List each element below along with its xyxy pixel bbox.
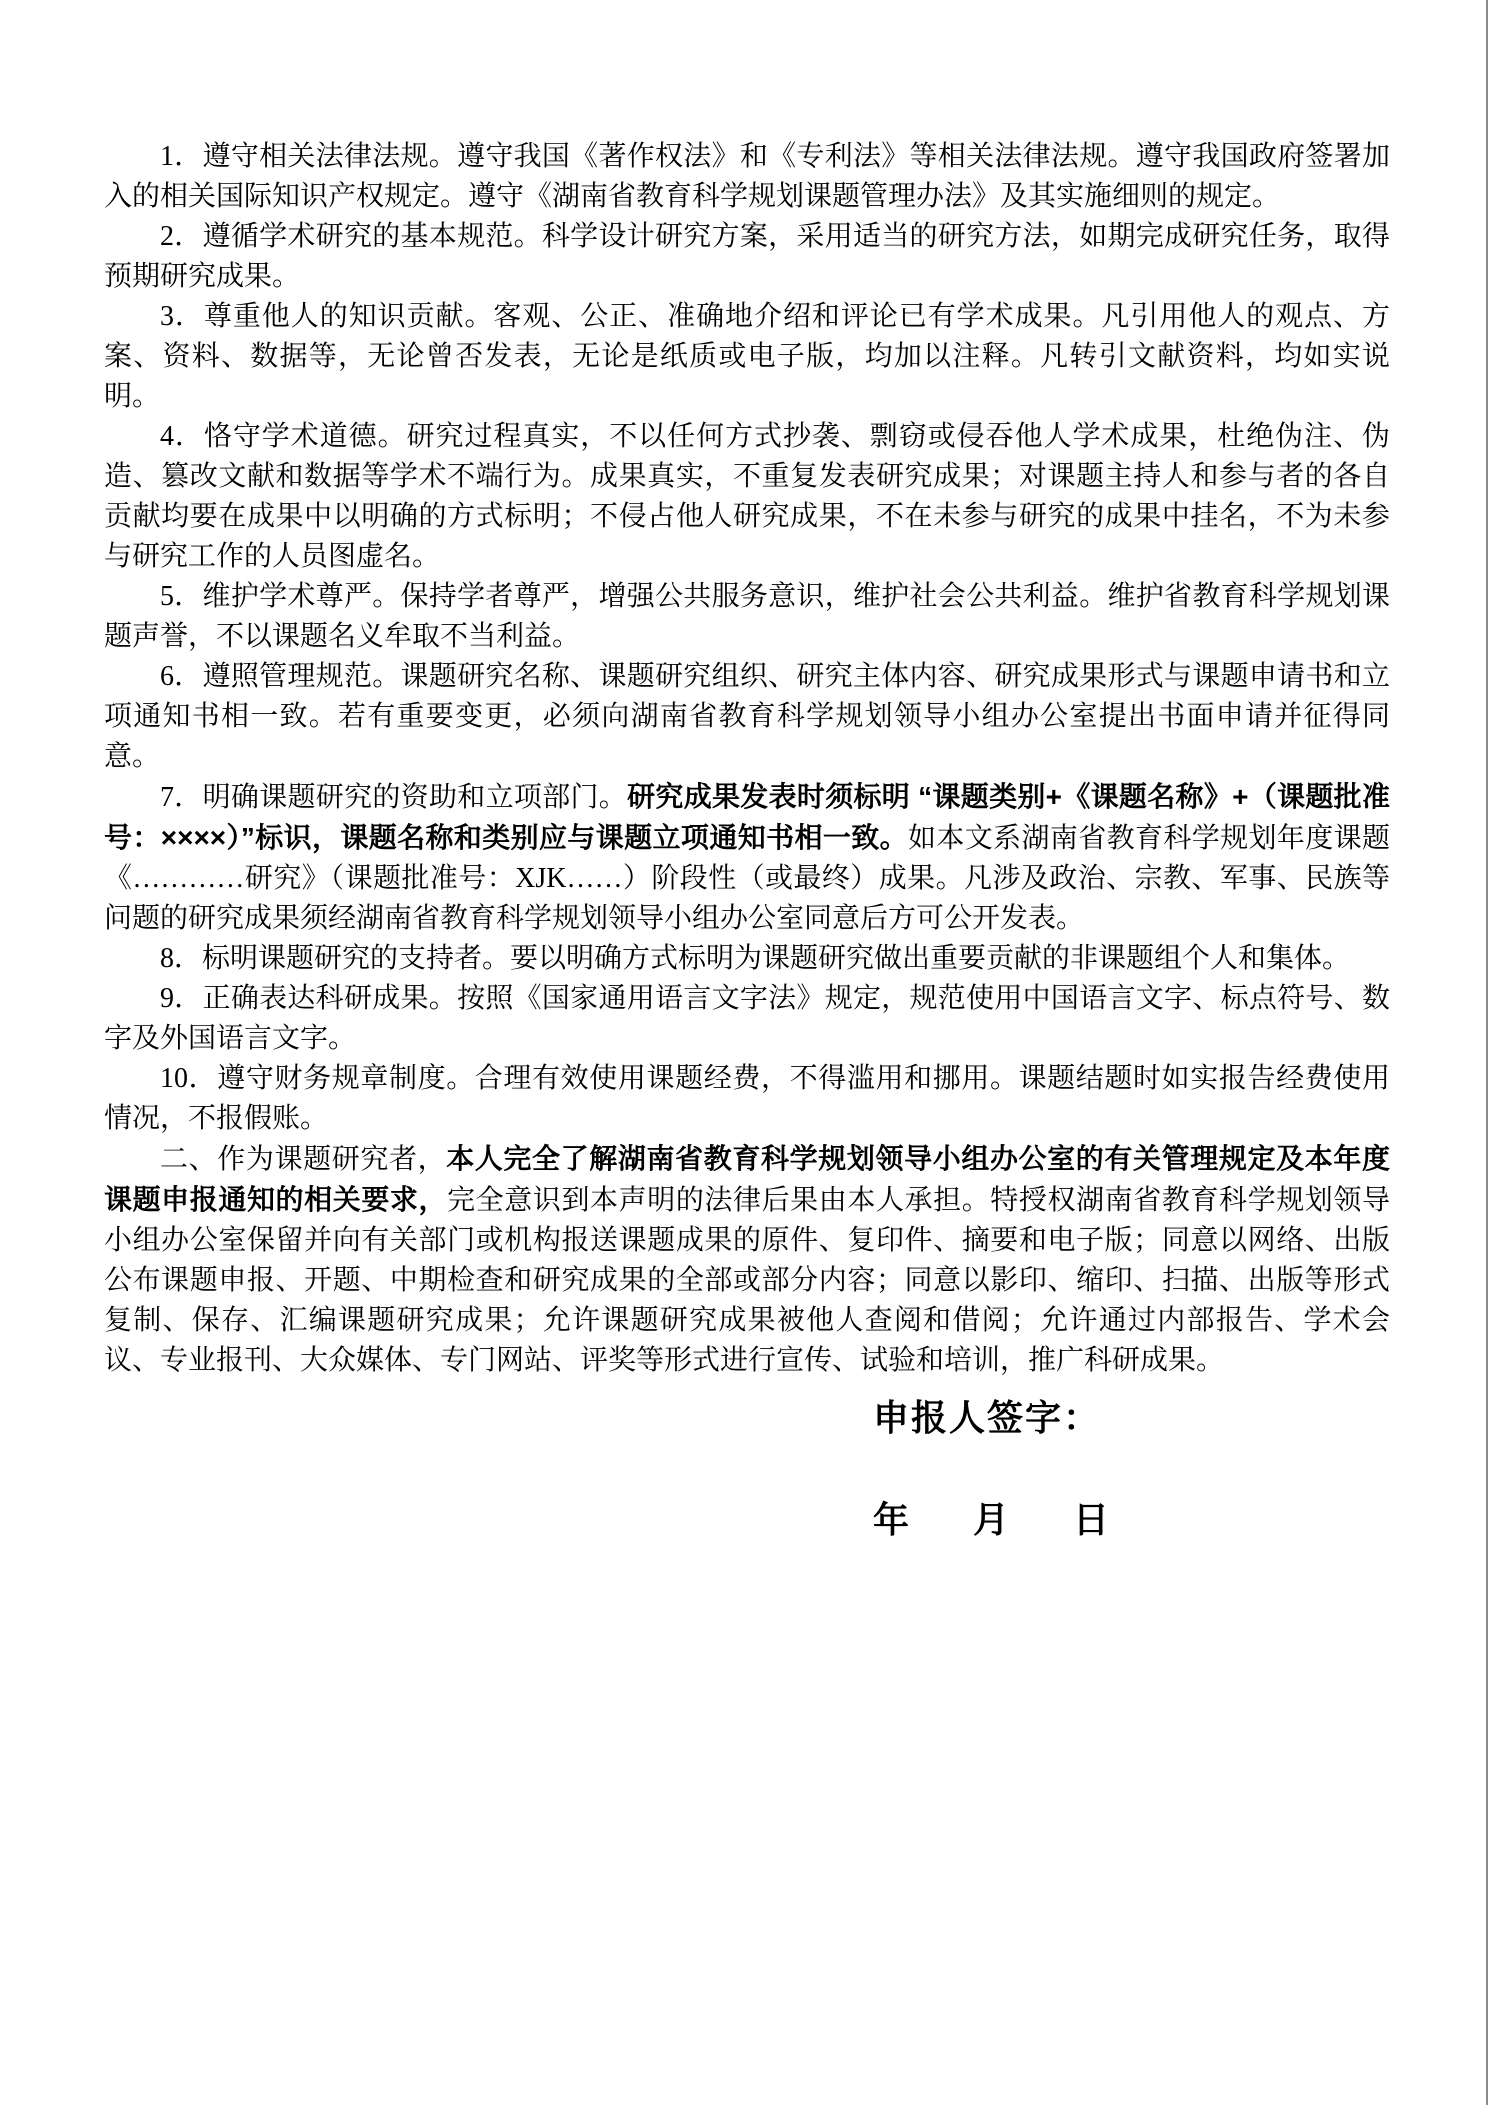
text-run: 6．遵照管理规范。课题研究名称、课题研究组织、研究主体内容、研究成果形式与课题申请书和立项通知书相一致。若有重要变更，必须向湖南省教育科学规划领导小组办公室提出书面申请并征得同意。 <box>104 661 1390 772</box>
text-run: 5．维护学术尊严。保持学者尊严，增强公共服务意识，维护社会公共利益。维护省教育科学规划课题声誉，不以课题名义牟取不当利益。 <box>104 581 1390 652</box>
text-run: 完全意识到本声明的法律后果由本人承担。特授权湖南省教育科学规划领导小组办公室保留并向有关部门或机构报送课题成果的原件、复印件、摘要和电子版；同意以网络、出版公布课题申报、开题、中期检查和研究成果的全部或部分内容；同意以影印、缩印、扫描、出版等形式复制、保存、汇编课题研究成果；允许课题研究成果被他人查阅和借阅；允许通过内部报告、学术会议、专业报刊、大众媒体、专门网站、评奖等形式进行宣传、试验和培训，推广科研成果。 <box>104 1185 1390 1376</box>
text-run: 3．尊重他人的知识贡献。客观、公正、准确地介绍和评论已有学术成果。凡引用他人的观点、方案、资料、数据等，无论曾否发表，无论是纸质或电子版，均加以注释。凡转引文献资料，均如实说明。 <box>104 301 1390 412</box>
text-run: 8．标明课题研究的支持者。要以明确方式标明为课题研究做出重要贡献的非课题组个人和集体。 <box>160 943 1351 974</box>
paragraph <box>104 1059 1390 1139</box>
paragraph <box>104 979 1390 1059</box>
paragraph <box>104 137 1390 217</box>
text-run: 7．明确课题研究的资助和立项部门。 <box>160 782 628 813</box>
paragraph <box>104 939 1390 979</box>
date-year-label: 年 <box>873 1499 910 1540</box>
paragraph <box>104 1139 1390 1381</box>
text-run: 1．遵守相关法律法规。遵守我国《著作权法》和《专利法》等相关法律法规。遵守我国政府签署加入的相关国际知识产权规定。遵守《湖南省教育科学规划课题管理办法》及其实施细则的规定。 <box>104 141 1390 212</box>
bold-text-run: 本人完全了解湖南省教育科学规划领导小组办公室的有关管理规定及本年度课题申报通知的相关要求， <box>104 1143 1390 1215</box>
paragraph <box>104 417 1390 577</box>
paragraph <box>104 217 1390 297</box>
signature-date-row <box>873 1492 1109 1543</box>
text-run: 二、作为课题研究者， <box>160 1144 447 1175</box>
paragraph <box>104 577 1390 657</box>
document-body <box>104 137 1390 1381</box>
bold-text-run: 研究成果发表时须标明 “课题类别+《课题名称》+（课题批准号：××××）”标识，课题名称和类别应与课题立项通知书相一致。 <box>104 781 1390 853</box>
text-run: 4．恪守学术道德。研究过程真实，不以任何方式抄袭、剽窃或侵吞他人学术成果，杜绝伪注、伪造、篡改文献和数据等学术不端行为。成果真实，不重复发表研究成果；对课题主持人和参与者的各自贡献均要在成果中以明确的方式标明；不侵占他人研究成果，不在未参与研究的成果中挂名，不为未参与研究工作的人员图虚名。 <box>104 421 1390 572</box>
date-day-label: 日 <box>1073 1499 1110 1540</box>
applicant-signature-label: 申报人签字： <box>873 1397 1102 1438</box>
date-month-label: 月 <box>973 1499 1010 1540</box>
paragraph <box>104 297 1390 417</box>
text-run: 2．遵循学术研究的基本规范。科学设计研究方案，采用适当的研究方法，如期完成研究任务，取得预期研究成果。 <box>104 221 1390 292</box>
text-run: 如本文系湖南省教育科学规划年度课题《…………研究》（课题批准号：XJK……）阶段性（或最终）成果。凡涉及政治、宗教、军事、民族等问题的研究成果须经湖南省教育科学规划领导小组办公室同意后方可公开发表。 <box>104 823 1390 934</box>
paragraph <box>104 777 1390 939</box>
paragraph <box>104 657 1390 777</box>
text-run: 9．正确表达科研成果。按照《国家通用语言文字法》规定，规范使用中国语言文字、标点符号、数字及外国语言文字。 <box>104 983 1390 1054</box>
text-run: 10．遵守财务规章制度。合理有效使用课题经费，不得滥用和挪用。课题结题时如实报告经费使用情况，不报假账。 <box>104 1063 1390 1134</box>
